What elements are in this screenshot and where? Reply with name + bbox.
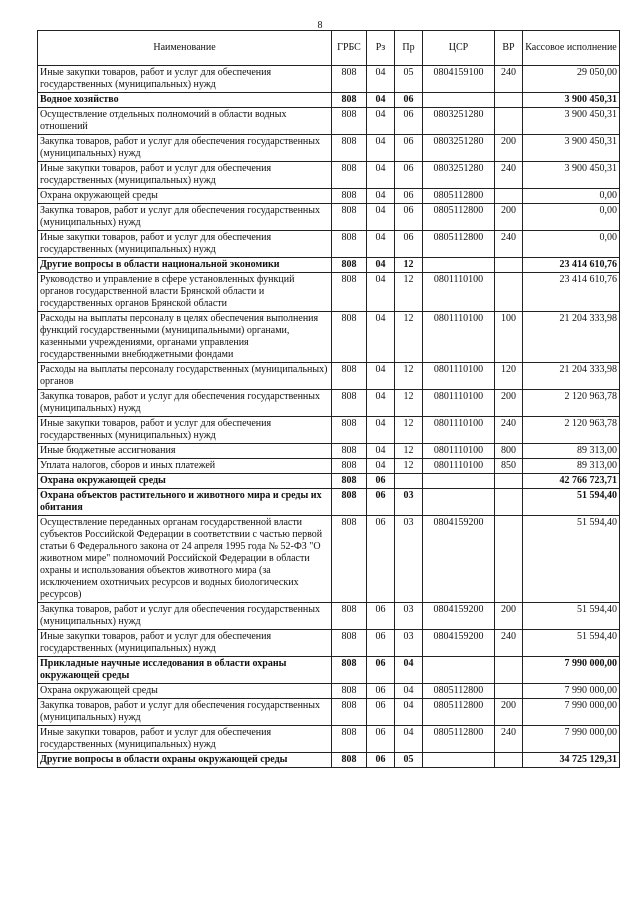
cell-pr: 12 <box>395 444 423 459</box>
cell-name: Закупка товаров, работ и услуг для обеспечения государственных (муниципальных) нужд <box>38 135 332 162</box>
cell-name: Иные закупки товаров, работ и услуг для обеспечения государственных (муниципальных) нужд <box>38 726 332 753</box>
table-row <box>38 93 620 108</box>
cell-amount: 3 900 450,31 <box>523 135 620 162</box>
cell-grbs: 808 <box>332 258 367 273</box>
cell-vr <box>495 489 523 516</box>
cell-csr: 0801110100 <box>423 390 495 417</box>
cell-name: Иные бюджетные ассигнования <box>38 444 332 459</box>
cell-rz: 06 <box>367 657 395 684</box>
cell-csr: 0804159200 <box>423 630 495 657</box>
header-csr: ЦСР <box>423 31 495 66</box>
header-grbs: ГРБС <box>332 31 367 66</box>
cell-pr: 06 <box>395 108 423 135</box>
cell-grbs: 808 <box>332 66 367 93</box>
cell-csr: 0801110100 <box>423 312 495 363</box>
cell-amount: 3 900 450,31 <box>523 108 620 135</box>
cell-grbs: 808 <box>332 657 367 684</box>
cell-amount: 3 900 450,31 <box>523 162 620 189</box>
cell-csr: 0801110100 <box>423 417 495 444</box>
cell-vr <box>495 516 523 603</box>
cell-name: Иные закупки товаров, работ и услуг для обеспечения государственных (муниципальных) нужд <box>38 231 332 258</box>
cell-csr: 0804159200 <box>423 603 495 630</box>
cell-amount: 7 990 000,00 <box>523 726 620 753</box>
cell-pr: 06 <box>395 93 423 108</box>
cell-vr: 200 <box>495 603 523 630</box>
cell-csr: 0804159200 <box>423 516 495 603</box>
cell-vr: 240 <box>495 162 523 189</box>
cell-pr: 04 <box>395 699 423 726</box>
cell-vr: 240 <box>495 417 523 444</box>
cell-pr <box>395 474 423 489</box>
page-number: 8 <box>317 20 323 31</box>
cell-name: Иные закупки товаров, работ и услуг для обеспечения государственных (муниципальных) нужд <box>38 417 332 444</box>
cell-pr: 04 <box>395 684 423 699</box>
cell-csr <box>423 474 495 489</box>
cell-vr <box>495 474 523 489</box>
cell-grbs: 808 <box>332 312 367 363</box>
cell-vr: 200 <box>495 204 523 231</box>
cell-amount: 23 414 610,76 <box>523 273 620 312</box>
table-row <box>38 603 620 630</box>
cell-pr: 12 <box>395 390 423 417</box>
cell-amount: 0,00 <box>523 204 620 231</box>
cell-csr: 0805112800 <box>423 204 495 231</box>
cell-vr <box>495 657 523 684</box>
cell-rz: 06 <box>367 516 395 603</box>
cell-vr: 200 <box>495 390 523 417</box>
cell-vr: 800 <box>495 444 523 459</box>
cell-rz: 04 <box>367 93 395 108</box>
cell-amount: 89 313,00 <box>523 459 620 474</box>
cell-rz: 04 <box>367 417 395 444</box>
table-row <box>38 489 620 516</box>
cell-amount: 23 414 610,76 <box>523 258 620 273</box>
cell-rz: 04 <box>367 258 395 273</box>
cell-amount: 7 990 000,00 <box>523 699 620 726</box>
cell-grbs: 808 <box>332 135 367 162</box>
cell-csr: 0805112800 <box>423 699 495 726</box>
cell-grbs: 808 <box>332 699 367 726</box>
cell-amount: 7 990 000,00 <box>523 657 620 684</box>
cell-pr: 06 <box>395 231 423 258</box>
cell-grbs: 808 <box>332 630 367 657</box>
cell-rz: 04 <box>367 444 395 459</box>
cell-name: Осуществление переданных органам государственной власти субъектов Российской Федерации в соответствии с частью первой статьи 6 Федерального закона от 24 апреля 1995 года № 52-ФЗ "О животном мире" полномочий Российской Федерации в области охраны и использования объектов животного мира (за исключением охотничьих ресурсов и водных биологических ресурсов) <box>38 516 332 603</box>
cell-rz: 04 <box>367 189 395 204</box>
cell-amount: 2 120 963,78 <box>523 417 620 444</box>
cell-pr: 04 <box>395 726 423 753</box>
cell-csr: 0805112800 <box>423 189 495 204</box>
cell-pr: 03 <box>395 489 423 516</box>
cell-name: Руководство и управление в сфере установленных функций органов государственной власти Брянской области и государственных органов Брянской области <box>38 273 332 312</box>
table-row <box>38 135 620 162</box>
cell-grbs: 808 <box>332 516 367 603</box>
cell-csr: 0805112800 <box>423 231 495 258</box>
cell-name: Уплата налогов, сборов и иных платежей <box>38 459 332 474</box>
cell-grbs: 808 <box>332 231 367 258</box>
cell-grbs: 808 <box>332 108 367 135</box>
cell-csr <box>423 657 495 684</box>
cell-amount: 21 204 333,98 <box>523 363 620 390</box>
cell-grbs: 808 <box>332 459 367 474</box>
header-rz: Рз <box>367 31 395 66</box>
cell-grbs: 808 <box>332 684 367 699</box>
cell-amount: 51 594,40 <box>523 630 620 657</box>
table-row <box>38 162 620 189</box>
table-row <box>38 684 620 699</box>
cell-amount: 7 990 000,00 <box>523 684 620 699</box>
cell-rz: 04 <box>367 312 395 363</box>
cell-vr: 240 <box>495 231 523 258</box>
cell-grbs: 808 <box>332 162 367 189</box>
table-row <box>38 417 620 444</box>
cell-amount: 21 204 333,98 <box>523 312 620 363</box>
cell-rz: 06 <box>367 474 395 489</box>
cell-pr: 05 <box>395 753 423 768</box>
cell-rz: 06 <box>367 753 395 768</box>
budget-execution-table <box>37 30 620 768</box>
cell-amount: 42 766 723,71 <box>523 474 620 489</box>
cell-name: Охрана объектов растительного и животного мира и среды их обитания <box>38 489 332 516</box>
cell-vr <box>495 273 523 312</box>
cell-vr: 100 <box>495 312 523 363</box>
cell-name: Расходы на выплаты персоналу в целях обеспечения выполнения функций государственными (муниципальными) органами, казенными учреждениями, органами управления государственными внебюджетными фондами <box>38 312 332 363</box>
cell-name: Другие вопросы в области национальной экономики <box>38 258 332 273</box>
table-header-row <box>38 31 620 66</box>
cell-name: Осуществление отдельных полномочий в области водных отношений <box>38 108 332 135</box>
cell-rz: 04 <box>367 363 395 390</box>
cell-vr <box>495 93 523 108</box>
cell-rz: 06 <box>367 684 395 699</box>
cell-pr: 12 <box>395 312 423 363</box>
cell-pr: 03 <box>395 603 423 630</box>
header-pr: Пр <box>395 31 423 66</box>
cell-pr: 12 <box>395 363 423 390</box>
cell-name: Закупка товаров, работ и услуг для обеспечения государственных (муниципальных) нужд <box>38 204 332 231</box>
cell-pr: 06 <box>395 135 423 162</box>
cell-name: Охрана окружающей среды <box>38 684 332 699</box>
cell-grbs: 808 <box>332 417 367 444</box>
cell-name: Иные закупки товаров, работ и услуг для обеспечения государственных (муниципальных) нужд <box>38 66 332 93</box>
cell-vr: 120 <box>495 363 523 390</box>
cell-grbs: 808 <box>332 444 367 459</box>
header-name: Наименование <box>38 31 332 66</box>
cell-pr: 12 <box>395 417 423 444</box>
cell-rz: 04 <box>367 66 395 93</box>
cell-amount: 51 594,40 <box>523 489 620 516</box>
cell-name: Расходы на выплаты персоналу государственных (муниципальных) органов <box>38 363 332 390</box>
table-row <box>38 516 620 603</box>
cell-csr <box>423 489 495 516</box>
cell-name: Закупка товаров, работ и услуг для обеспечения государственных (муниципальных) нужд <box>38 699 332 726</box>
cell-pr: 12 <box>395 273 423 312</box>
cell-amount: 89 313,00 <box>523 444 620 459</box>
cell-grbs: 808 <box>332 204 367 231</box>
cell-vr: 240 <box>495 726 523 753</box>
table-row <box>38 699 620 726</box>
cell-vr: 200 <box>495 699 523 726</box>
cell-pr: 12 <box>395 258 423 273</box>
cell-pr: 04 <box>395 657 423 684</box>
cell-rz: 04 <box>367 162 395 189</box>
cell-rz: 04 <box>367 135 395 162</box>
cell-amount: 51 594,40 <box>523 603 620 630</box>
cell-name: Иные закупки товаров, работ и услуг для обеспечения государственных (муниципальных) нужд <box>38 630 332 657</box>
cell-pr: 12 <box>395 459 423 474</box>
cell-amount: 0,00 <box>523 231 620 258</box>
cell-grbs: 808 <box>332 390 367 417</box>
cell-vr <box>495 108 523 135</box>
cell-name: Иные закупки товаров, работ и услуг для обеспечения государственных (муниципальных) нужд <box>38 162 332 189</box>
cell-grbs: 808 <box>332 726 367 753</box>
cell-csr: 0801110100 <box>423 459 495 474</box>
cell-csr: 0801110100 <box>423 444 495 459</box>
cell-csr: 0803251280 <box>423 108 495 135</box>
table-row <box>38 474 620 489</box>
cell-grbs: 808 <box>332 93 367 108</box>
table-row <box>38 726 620 753</box>
table-row <box>38 204 620 231</box>
cell-grbs: 808 <box>332 489 367 516</box>
cell-name: Закупка товаров, работ и услуг для обеспечения государственных (муниципальных) нужд <box>38 603 332 630</box>
cell-csr: 0801110100 <box>423 273 495 312</box>
cell-rz: 06 <box>367 699 395 726</box>
cell-csr: 0803251280 <box>423 162 495 189</box>
table-row <box>38 312 620 363</box>
cell-csr: 0804159100 <box>423 66 495 93</box>
table-row <box>38 66 620 93</box>
cell-rz: 04 <box>367 204 395 231</box>
cell-grbs: 808 <box>332 474 367 489</box>
cell-rz: 06 <box>367 603 395 630</box>
table-row <box>38 444 620 459</box>
cell-name: Прикладные научные исследования в области охраны окружающей среды <box>38 657 332 684</box>
cell-grbs: 808 <box>332 273 367 312</box>
cell-vr <box>495 753 523 768</box>
cell-pr: 05 <box>395 66 423 93</box>
cell-rz: 04 <box>367 231 395 258</box>
cell-grbs: 808 <box>332 189 367 204</box>
cell-csr: 0805112800 <box>423 684 495 699</box>
header-amount: Кассовое исполнение <box>523 31 620 66</box>
cell-amount: 34 725 129,31 <box>523 753 620 768</box>
cell-grbs: 808 <box>332 363 367 390</box>
table-row <box>38 363 620 390</box>
cell-rz: 06 <box>367 489 395 516</box>
cell-pr: 03 <box>395 630 423 657</box>
cell-pr: 06 <box>395 189 423 204</box>
table-row <box>38 390 620 417</box>
cell-vr: 240 <box>495 630 523 657</box>
cell-name: Охрана окружающей среды <box>38 474 332 489</box>
cell-csr <box>423 258 495 273</box>
cell-vr: 240 <box>495 66 523 93</box>
cell-rz: 04 <box>367 108 395 135</box>
cell-pr: 06 <box>395 204 423 231</box>
table-row <box>38 273 620 312</box>
table-row <box>38 459 620 474</box>
table-row <box>38 108 620 135</box>
cell-amount: 29 050,00 <box>523 66 620 93</box>
cell-amount: 0,00 <box>523 189 620 204</box>
cell-csr <box>423 753 495 768</box>
cell-name: Охрана окружающей среды <box>38 189 332 204</box>
table-row <box>38 630 620 657</box>
cell-csr: 0803251280 <box>423 135 495 162</box>
cell-csr: 0805112800 <box>423 726 495 753</box>
cell-rz: 04 <box>367 459 395 474</box>
cell-rz: 06 <box>367 726 395 753</box>
cell-csr: 0801110100 <box>423 363 495 390</box>
cell-name: Закупка товаров, работ и услуг для обеспечения государственных (муниципальных) нужд <box>38 390 332 417</box>
cell-pr: 03 <box>395 516 423 603</box>
table-row <box>38 258 620 273</box>
cell-vr: 850 <box>495 459 523 474</box>
header-vr: ВР <box>495 31 523 66</box>
cell-grbs: 808 <box>332 603 367 630</box>
cell-name: Другие вопросы в области охраны окружающей среды <box>38 753 332 768</box>
cell-name: Водное хозяйство <box>38 93 332 108</box>
cell-csr <box>423 93 495 108</box>
table-row <box>38 189 620 204</box>
cell-vr <box>495 684 523 699</box>
cell-rz: 04 <box>367 273 395 312</box>
cell-pr: 06 <box>395 162 423 189</box>
cell-amount: 2 120 963,78 <box>523 390 620 417</box>
table-body <box>38 66 620 768</box>
cell-vr: 200 <box>495 135 523 162</box>
table-row <box>38 657 620 684</box>
table-row <box>38 753 620 768</box>
cell-vr <box>495 258 523 273</box>
cell-amount: 51 594,40 <box>523 516 620 603</box>
cell-vr <box>495 189 523 204</box>
cell-amount: 3 900 450,31 <box>523 93 620 108</box>
cell-rz: 06 <box>367 630 395 657</box>
table-row <box>38 231 620 258</box>
cell-grbs: 808 <box>332 753 367 768</box>
cell-rz: 04 <box>367 390 395 417</box>
